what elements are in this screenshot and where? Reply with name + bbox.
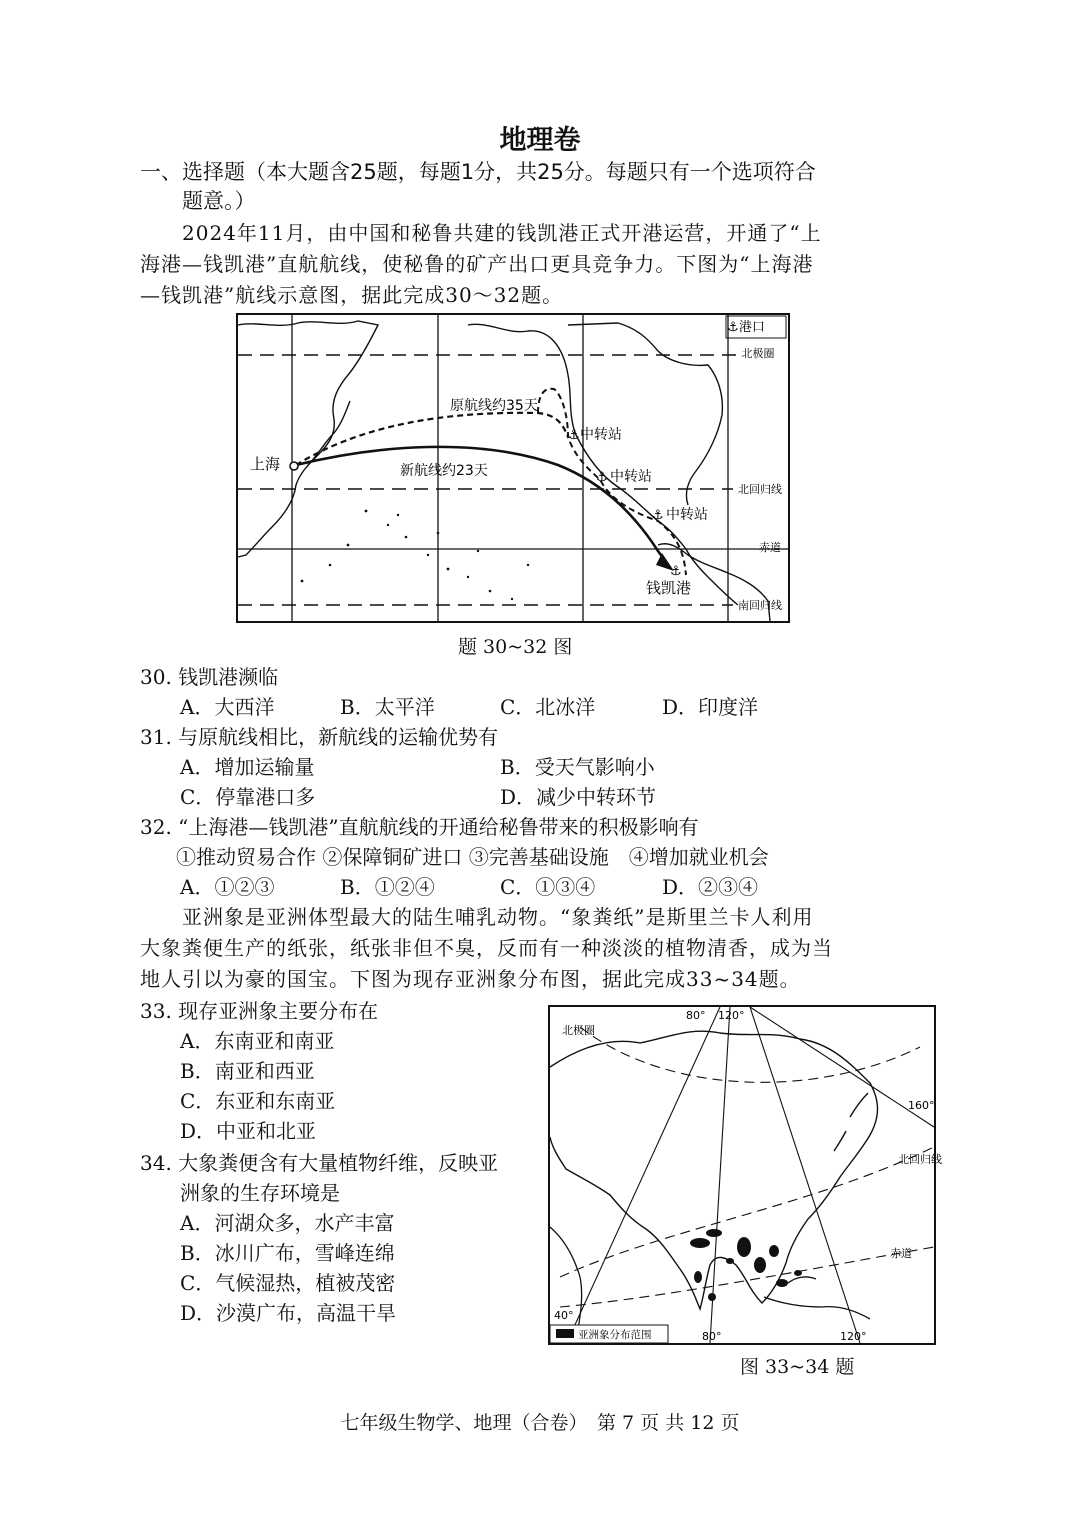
q31-option-a: A．增加运输量 bbox=[180, 755, 315, 779]
anchor-icon-chancay: ⚓ bbox=[670, 564, 682, 579]
q32-stem: 32. “上海港—钱凯港”直航航线的开通给秘鲁带来的积极影响有 bbox=[140, 815, 699, 839]
label-tropic-south: 南回归线 bbox=[738, 599, 782, 612]
map2-label-tropic-north: 北回归线 bbox=[898, 1153, 942, 1166]
asia-coast bbox=[238, 321, 378, 557]
q33-option-b: B．南亚和西亚 bbox=[180, 1059, 315, 1083]
q31-stem: 31. 与原航线相比，新航线的运输优势有 bbox=[140, 725, 499, 749]
north-america-coast bbox=[468, 323, 738, 605]
map1-caption: 题 30~32 图 bbox=[458, 636, 573, 658]
shanghai-port-dot bbox=[290, 462, 298, 470]
map2-graticule bbox=[560, 1007, 934, 1343]
intro1-line-1: 2024年11月，由中国和秘鲁共建的钱凯港正式开港运营，开通了“上 bbox=[182, 221, 822, 245]
intro1-line-2: 海港—钱凯港”直航航线，使秘鲁的矿产出口更具竞争力。下图为“上海港 bbox=[140, 252, 814, 276]
map2-label-120-top: 120° bbox=[718, 1009, 745, 1022]
map2-caption: 图 33~34 题 bbox=[740, 1356, 855, 1378]
label-transfer-2: 中转站 bbox=[610, 469, 652, 485]
q33-option-a: A．东南亚和南亚 bbox=[180, 1029, 335, 1053]
label-new-route: 新航线约23天 bbox=[400, 463, 488, 479]
intro1-line-3: —钱凯港”航线示意图，据此完成30～32题。 bbox=[140, 283, 564, 307]
label-tropic-north: 北回归线 bbox=[738, 483, 782, 496]
label-old-route: 原航线约35天 bbox=[450, 398, 538, 414]
map2-legend: 亚洲象分布范围 bbox=[578, 1329, 652, 1341]
anchor-icon-2: ⚓ bbox=[596, 470, 608, 485]
pacific-islands bbox=[301, 510, 530, 601]
map-latitudes bbox=[238, 355, 738, 605]
q32-option-d: D．②③④ bbox=[662, 875, 759, 899]
q32-option-a: A．①②③ bbox=[180, 875, 275, 899]
q32-option-b: B．①②④ bbox=[340, 875, 435, 899]
label-chancay: 钱凯港 bbox=[646, 579, 692, 597]
q31-option-b: B．受天气影响小 bbox=[500, 755, 655, 779]
q34-stem-2: 洲象的生存环境是 bbox=[180, 1181, 340, 1205]
map2-label-arctic: 北极圈 bbox=[562, 1024, 595, 1037]
q30-option-c: C．北冰洋 bbox=[500, 695, 596, 719]
q30-option-b: B．太平洋 bbox=[340, 695, 435, 719]
asia-outline bbox=[550, 1031, 878, 1309]
q33-stem: 33. 现存亚洲象主要分布在 bbox=[140, 999, 379, 1023]
japan-outline bbox=[834, 1093, 868, 1151]
label-transfer-1: 中转站 bbox=[580, 427, 622, 443]
intro2-line-2: 大象粪便生产的纸张，纸张非但不臭，反而有一种淡淡的植物清香，成为当 bbox=[140, 936, 833, 960]
section-line-1: 一、选择题（本大题含25题，每题1分，共25分。每题只有一个选项符合 bbox=[140, 160, 816, 184]
intro-paragraph-2 bbox=[140, 902, 900, 995]
page-title: 地理卷 bbox=[499, 125, 581, 156]
q32-option-c: C．①③④ bbox=[500, 875, 596, 899]
q34-option-d: D．沙漠广布，高温干旱 bbox=[180, 1301, 397, 1325]
section-line-2: 题意。） bbox=[182, 189, 256, 213]
intro2-line-1: 亚洲象是亚洲体型最大的陆生哺乳动物。“象粪纸”是斯里兰卡人利用 bbox=[182, 905, 814, 929]
q30-option-a: A．大西洋 bbox=[180, 695, 275, 719]
intro-paragraph-1 bbox=[140, 218, 900, 311]
label-transfer-3: 中转站 bbox=[666, 507, 708, 523]
label-shanghai: 上海 bbox=[250, 455, 281, 473]
q34-stem-1: 34. 大象粪便含有大量植物纤维，反映亚 bbox=[140, 1151, 499, 1175]
q32-items: ①推动贸易合作 ②保障铜矿进口 ③完善基础设施 ④增加就业机会 bbox=[176, 845, 769, 869]
q34-option-c: C．气候湿热，植被茂密 bbox=[180, 1271, 396, 1295]
map2-label-80-bottom: 80° bbox=[702, 1330, 722, 1343]
q30-option-d: D．印度洋 bbox=[662, 695, 759, 719]
section-heading bbox=[140, 158, 900, 216]
map2-label-160: 160° bbox=[908, 1099, 935, 1112]
q33-option-c: C．东亚和东南亚 bbox=[180, 1089, 336, 1113]
q31-option-c: C．停靠港口多 bbox=[180, 785, 316, 809]
anchor-icon-1: ⚓ bbox=[568, 428, 580, 443]
q34-option-b: B．冰川广布，雪峰连绵 bbox=[180, 1241, 395, 1265]
route-map-svg bbox=[238, 315, 788, 621]
q34-option-a: A．河湖众多，水产丰富 bbox=[180, 1211, 395, 1235]
page-footer: 七年级生物学、地理（合卷） 第 7 页 共 12 页 bbox=[340, 1412, 740, 1434]
elephant-map bbox=[548, 1005, 942, 1345]
map2-label-40: 40° bbox=[554, 1309, 574, 1322]
map1-legend: ⚓港口 bbox=[727, 320, 765, 335]
legend-swatch bbox=[556, 1329, 574, 1338]
label-arctic: 北极圈 bbox=[741, 347, 775, 360]
elephant-map-svg bbox=[550, 1007, 942, 1343]
intro2-line-3: 地人引以为豪的国宝。下图为现存亚洲象分布图，据此完成33~34题。 bbox=[140, 967, 801, 991]
route-map bbox=[236, 313, 790, 623]
q30-stem: 30. 钱凯港濒临 bbox=[140, 665, 279, 689]
anchor-icon-3: ⚓ bbox=[652, 508, 664, 523]
map2-label-120-bottom: 120° bbox=[840, 1330, 867, 1343]
map2-label-equator: 赤道 bbox=[890, 1247, 912, 1260]
q31-option-d: D．减少中转环节 bbox=[500, 785, 657, 809]
label-equator: 赤道 bbox=[759, 541, 781, 554]
map2-label-80-top: 80° bbox=[686, 1009, 706, 1022]
q33-option-d: D．中亚和北亚 bbox=[180, 1119, 317, 1143]
